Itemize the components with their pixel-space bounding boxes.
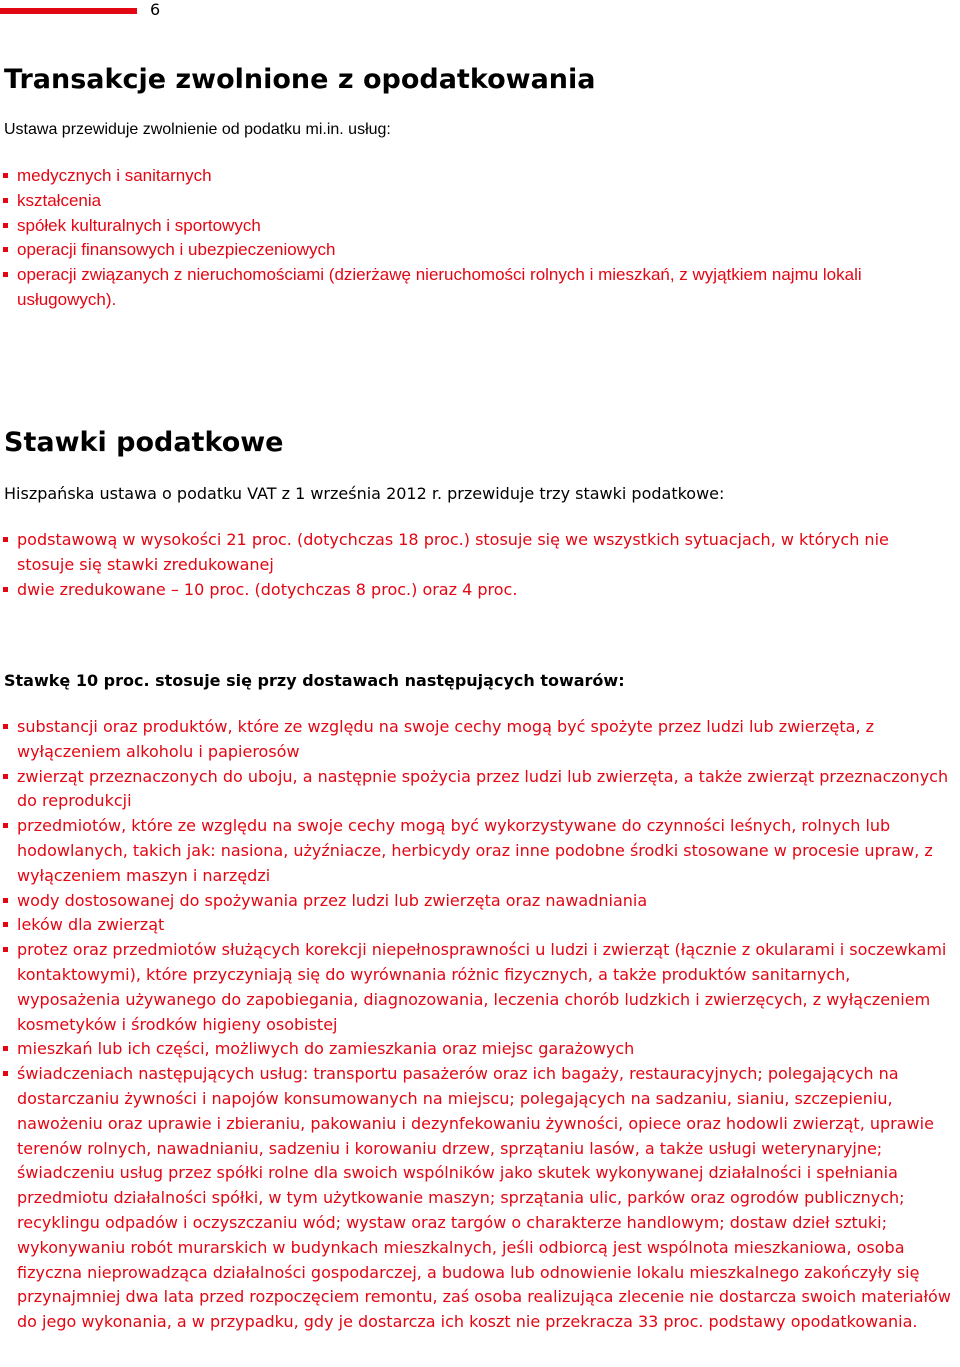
list-item: przedmiotów, które ze względu na swoje cechy mogą być wykorzystywane do czynności leśnych, rolnych lub hodowlanych, takich jak: nasiona, użyźniacze, herbicydy oraz inne podobne środki stosowane w procesie upraw, z wyłączeniem maszyn i narzędzi: [0, 814, 958, 888]
section-intro-tax-rates: Hiszpańska ustawa o podatku VAT z 1 września 2012 r. przewiduje trzy stawki podatkowe:: [4, 484, 725, 503]
list-item: operacji związanych z nieruchomościami (dzierżawę nieruchomości rolnych i mieszkań, z wyjątkiem najmu lokali usługowych).: [0, 263, 944, 313]
exemptions-list: [0, 164, 944, 313]
list-item: substancji oraz produktów, które ze względu na swoje cechy mogą być spożyte przez ludzi lub zwierzęta, z wyłączeniem alkoholu i papierosów: [0, 715, 958, 765]
list-item: zwierząt przeznaczonych do uboju, a następnie spożycia przez ludzi lub zwierzęta, a także zwierząt przeznaczonych do reprodukcji: [0, 765, 958, 815]
section-title-exemptions: Transakcje zwolnione z opodatkowania: [4, 64, 596, 95]
section-intro-exemptions: Ustawa przewiduje zwolnienie od podatku mi.in. usług:: [4, 121, 391, 138]
list-item: leków dla zwierząt: [0, 913, 958, 938]
list-item: medycznych i sanitarnych: [0, 164, 944, 189]
list-item: wody dostosowanej do spożywania przez ludzi lub zwierzęta oraz nawadniania: [0, 889, 958, 914]
reduced-rate-heading: Stawkę 10 proc. stosuje się przy dostawach następujących towarów:: [4, 671, 625, 690]
header-accent-bar: [0, 8, 137, 14]
list-item: dwie zredukowane – 10 proc. (dotychczas 8 proc.) oraz 4 proc.: [0, 578, 944, 603]
page-number: 6: [150, 0, 161, 19]
list-item: podstawową w wysokości 21 proc. (dotychczas 18 proc.) stosuje się we wszystkich sytuacjach, w których nie stosuje się stawki zredukowanej: [0, 528, 944, 578]
tax-rates-list: [0, 528, 944, 602]
list-item: kształcenia: [0, 189, 944, 214]
list-item: świadczeniach następujących usług: transportu pasażerów oraz ich bagaży, restauracyjnych; polegających na dostarczaniu żywności i napojów konsumowanych na miejscu; polegających na sadzaniu, sianiu, szczepieniu, nawożeniu oraz uprawie i zbieraniu, pakowaniu i dezynfekowaniu żywności, opiece oraz hodowli zwierząt, uprawie terenów rolnych, nawadnianiu, sadzeniu i korowaniu drzew, sprzątaniu lasów, a także usługi weterynaryjne; świadczeniu usług przez spółki rolne dla swoich wspólników jako skutek wykonywanej działalności i spełniania przedmiotu działalności spółki, w tym użytkowanie maszyn; sprzątania ulic, parków oraz ogrodów publicznych; recyklingu odpadów i oczyszczaniu wód; wystaw oraz targów o charakterze handlowym; dostaw dzieł sztuki; wykonywaniu robót murarskich w budynkach mieszkalnych, jeśli odbiorcą jest wspólnota mieszkaniowa, osoba fizyczna nieprowadząca działalności gospodarczej, a budowa lub odnowienie lokalu mieszkalnego zakończyły się przynajmniej dwa lata przed rozpoczęciem remontu, zaś osoba realizująca zlecenie nie dostarcza swoich materiałów do jego wykonania, a w przypadku, gdy je dostarcza ich koszt nie przekracza 33 proc. podstawy opodatkowania.: [0, 1062, 958, 1335]
list-item: operacji finansowych i ubezpieczeniowych: [0, 238, 944, 263]
list-item: protez oraz przedmiotów służących korekcji niepełnosprawności u ludzi i zwierząt (łącznie z okularami i soczewkami kontaktowymi), które przyczyniają się do wyrównania różnic fizycznych, a także produktów sanitarnych, wyposażenia używanego do zapobiegania, diagnozowania, leczenia chorób ludzkich i zwierzęcych, z wyłączeniem kosmetyków i środków higieny osobistej: [0, 938, 958, 1037]
list-item: mieszkań lub ich części, możliwych do zamieszkania oraz miejsc garażowych: [0, 1037, 958, 1062]
reduced-rate-goods-list: [0, 715, 958, 1335]
list-item: spółek kulturalnych i sportowych: [0, 214, 944, 239]
section-title-tax-rates: Stawki podatkowe: [4, 427, 284, 458]
